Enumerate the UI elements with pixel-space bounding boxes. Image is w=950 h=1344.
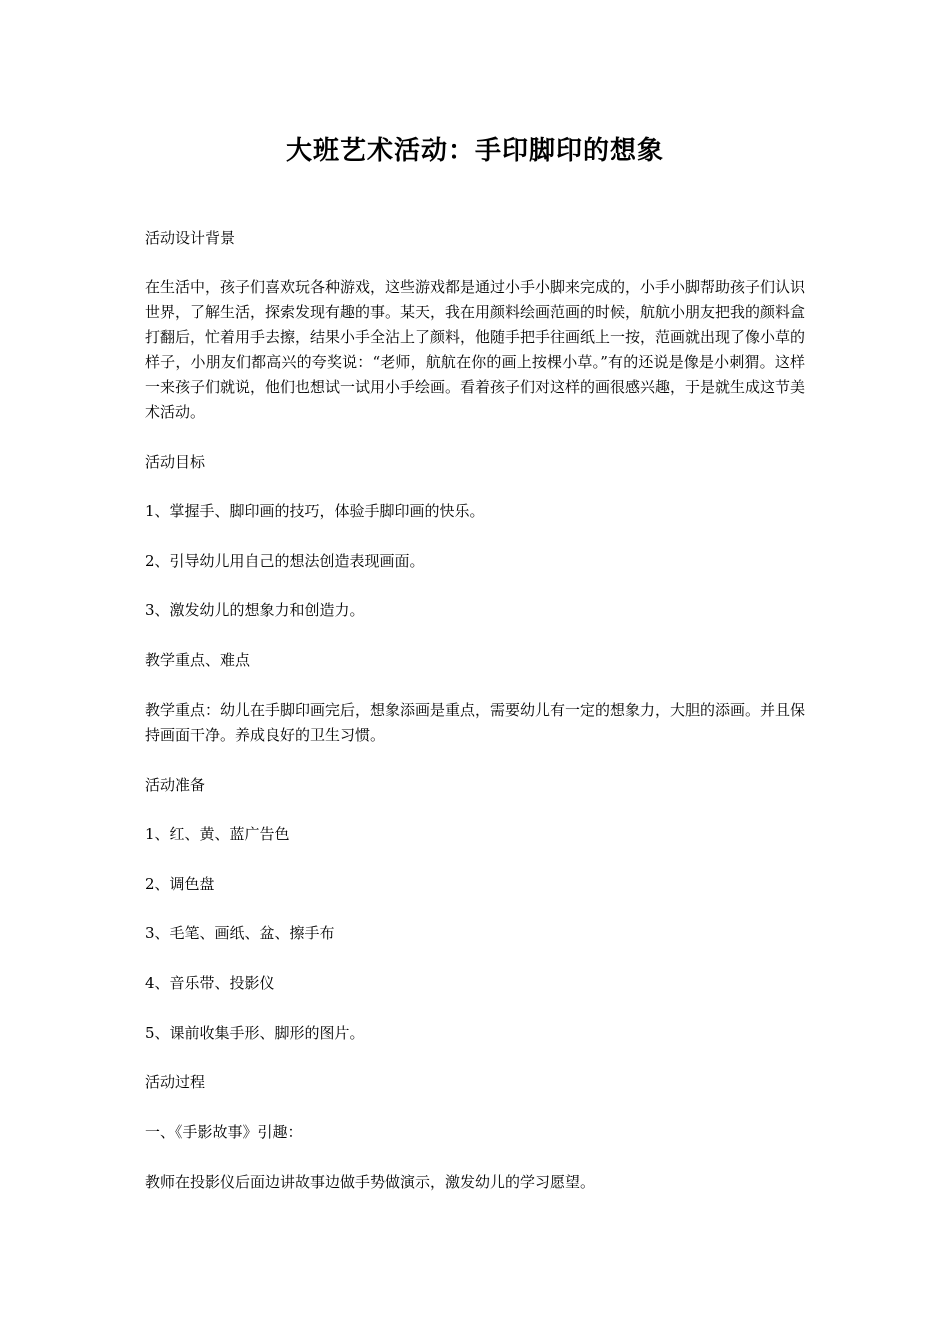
keypoints-paragraph: 教学重点：幼儿在手脚印画完后，想象添画是重点，需要幼儿有一定的想象力，大胆的添画。并且保持画面干净。养成良好的卫生习惯。	[145, 701, 806, 744]
process-step-1-heading: 一、《手影故事》引趣：	[145, 1123, 303, 1141]
section-heading-process: 活动过程	[145, 1073, 206, 1091]
goal-item-2: 2、引导幼儿用自己的想法创造表现画面。	[145, 552, 425, 570]
section-heading-background: 活动设计背景	[145, 229, 236, 247]
section-heading-preparation: 活动准备	[145, 776, 206, 794]
section-heading-goals: 活动目标	[145, 453, 206, 471]
process-step-1-paragraph: 教师在投影仪后面边讲故事边做手势做演示，激发幼儿的学习愿望。	[145, 1173, 596, 1191]
prep-item-3: 3、毛笔、画纸、盆、擦手布	[145, 924, 335, 942]
goal-item-1: 1、掌握手、脚印画的技巧，体验手脚印画的快乐。	[145, 502, 485, 520]
prep-item-2: 2、调色盘	[145, 875, 215, 893]
goal-item-3: 3、激发幼儿的想象力和创造力。	[145, 601, 365, 619]
prep-item-5: 5、课前收集手形、脚形的图片。	[145, 1024, 365, 1042]
section-heading-keypoints: 教学重点、难点	[145, 651, 251, 669]
document-title: 大班艺术活动：手印脚印的想象	[285, 136, 664, 166]
background-paragraph: 在生活中，孩子们喜欢玩各种游戏，这些游戏都是通过小手小脚来完成的，小手小脚帮助孩子们认识世界，了解生活，探索发现有趣的事。某天，我在用颜料绘画范画的时候，航航小朋友把我的颜料盒打翻后，忙着用手去擦，结果小手全沾上了颜料，他随手把手往画纸上一按，范画就出现了像小草的样子，小朋友们都高兴的夸奖说：“老师，航航在你的画上按棵小草。”有的还说是像是小刺猬。这样一来孩子们就说，他们也想试一试用小手绘画。看着孩子们对这样的画很感兴趣，于是就生成这节美术活动。	[145, 278, 806, 421]
prep-item-1: 1、红、黄、蓝广告色	[145, 825, 290, 843]
prep-item-4: 4、音乐带、投影仪	[145, 974, 275, 992]
